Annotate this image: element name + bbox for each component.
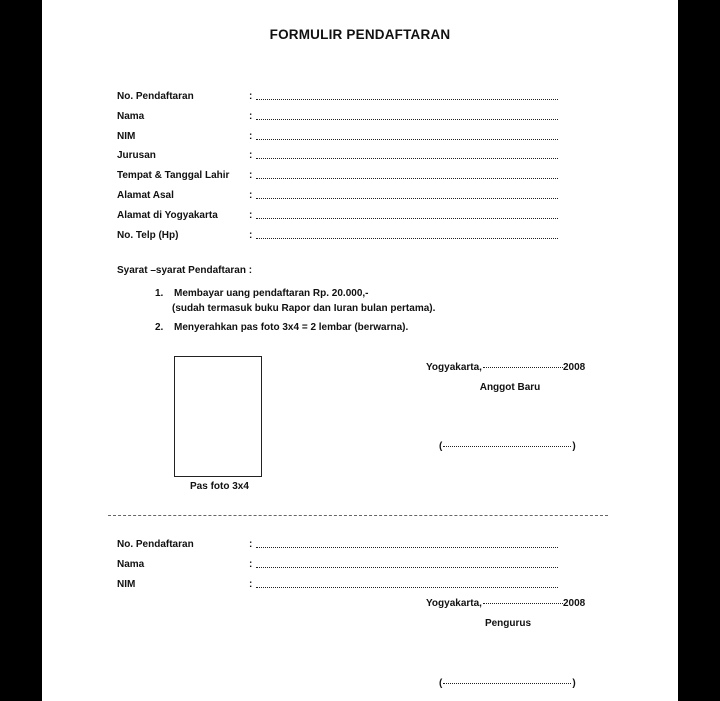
cut-line-divider: [108, 515, 608, 516]
signature-name-line: [439, 441, 576, 452]
field-label: Nama: [117, 559, 145, 570]
photo-caption: Pas foto 3x4: [190, 481, 249, 492]
field-fill-line[interactable]: [256, 99, 558, 100]
paren-open: (: [439, 441, 443, 452]
paren-close: ): [572, 678, 576, 689]
signature-role: Anggot Baru: [479, 382, 541, 393]
coupon-signature-name-line: [439, 678, 576, 689]
field-colon: :: [249, 111, 253, 122]
field-fill-line[interactable]: [256, 198, 558, 199]
paren-close: ): [572, 441, 576, 452]
date-fill-line[interactable]: [483, 367, 563, 368]
field-colon: :: [249, 230, 253, 241]
requirement-item-1: [155, 287, 555, 317]
field-fill-line[interactable]: [256, 567, 558, 568]
requirement-number: 1.: [155, 288, 164, 299]
field-fill-line[interactable]: [256, 139, 558, 140]
field-fill-line[interactable]: [256, 158, 558, 159]
signature-year: 2008: [562, 598, 586, 609]
requirement-note: (sudah termasuk buku Rapor dan Iuran bulan pertama).: [172, 303, 436, 314]
field-label: Alamat di Yogyakarta: [117, 210, 218, 221]
field-colon: :: [249, 170, 253, 181]
field-label: Nama: [117, 111, 145, 122]
requirements-heading: Syarat –syarat Pendaftaran :: [117, 265, 253, 276]
name-fill-line[interactable]: [443, 683, 571, 684]
requirement-text: Membayar uang pendaftaran Rp. 20.000,-: [174, 288, 369, 299]
field-colon: :: [249, 210, 253, 221]
field-fill-line[interactable]: [256, 218, 558, 219]
field-fill-line[interactable]: [256, 119, 558, 120]
field-label: NIM: [117, 131, 136, 142]
form-title: FORMULIR PENDAFTARAN: [269, 27, 451, 42]
name-fill-line[interactable]: [443, 446, 571, 447]
field-fill-line[interactable]: [256, 547, 558, 548]
signature-city: Yogyakarta,: [426, 598, 482, 609]
paren-open: (: [439, 678, 443, 689]
photo-placeholder-box: [174, 356, 262, 477]
field-fill-line[interactable]: [256, 238, 558, 239]
field-label: No. Telp (Hp): [117, 230, 179, 241]
signature-date-line: [426, 362, 585, 373]
signature-year: 2008: [562, 362, 586, 373]
field-colon: :: [249, 559, 253, 570]
field-colon: :: [249, 539, 253, 550]
requirement-item-2: [155, 321, 555, 337]
date-fill-line[interactable]: [483, 603, 563, 604]
field-colon: :: [249, 579, 253, 590]
field-colon: :: [249, 91, 253, 102]
field-colon: :: [249, 131, 253, 142]
requirement-number: 2.: [155, 322, 164, 333]
coupon-signature-date-line: [426, 598, 585, 609]
requirement-text: Menyerahkan pas foto 3x4 = 2 lembar (berwarna).: [174, 322, 409, 333]
field-label: No. Pendaftaran: [117, 91, 194, 102]
form-page: [42, 0, 678, 701]
field-fill-line[interactable]: [256, 178, 558, 179]
field-label: NIM: [117, 579, 136, 590]
field-colon: :: [249, 150, 253, 161]
field-colon: :: [249, 190, 253, 201]
field-fill-line[interactable]: [256, 587, 558, 588]
field-label: Jurusan: [117, 150, 156, 161]
field-label: Tempat & Tanggal Lahir: [117, 170, 230, 181]
coupon-signature-role: Pengurus: [484, 618, 532, 629]
signature-city: Yogyakarta,: [426, 362, 482, 373]
field-label: Alamat Asal: [117, 190, 174, 201]
field-label: No. Pendaftaran: [117, 539, 194, 550]
